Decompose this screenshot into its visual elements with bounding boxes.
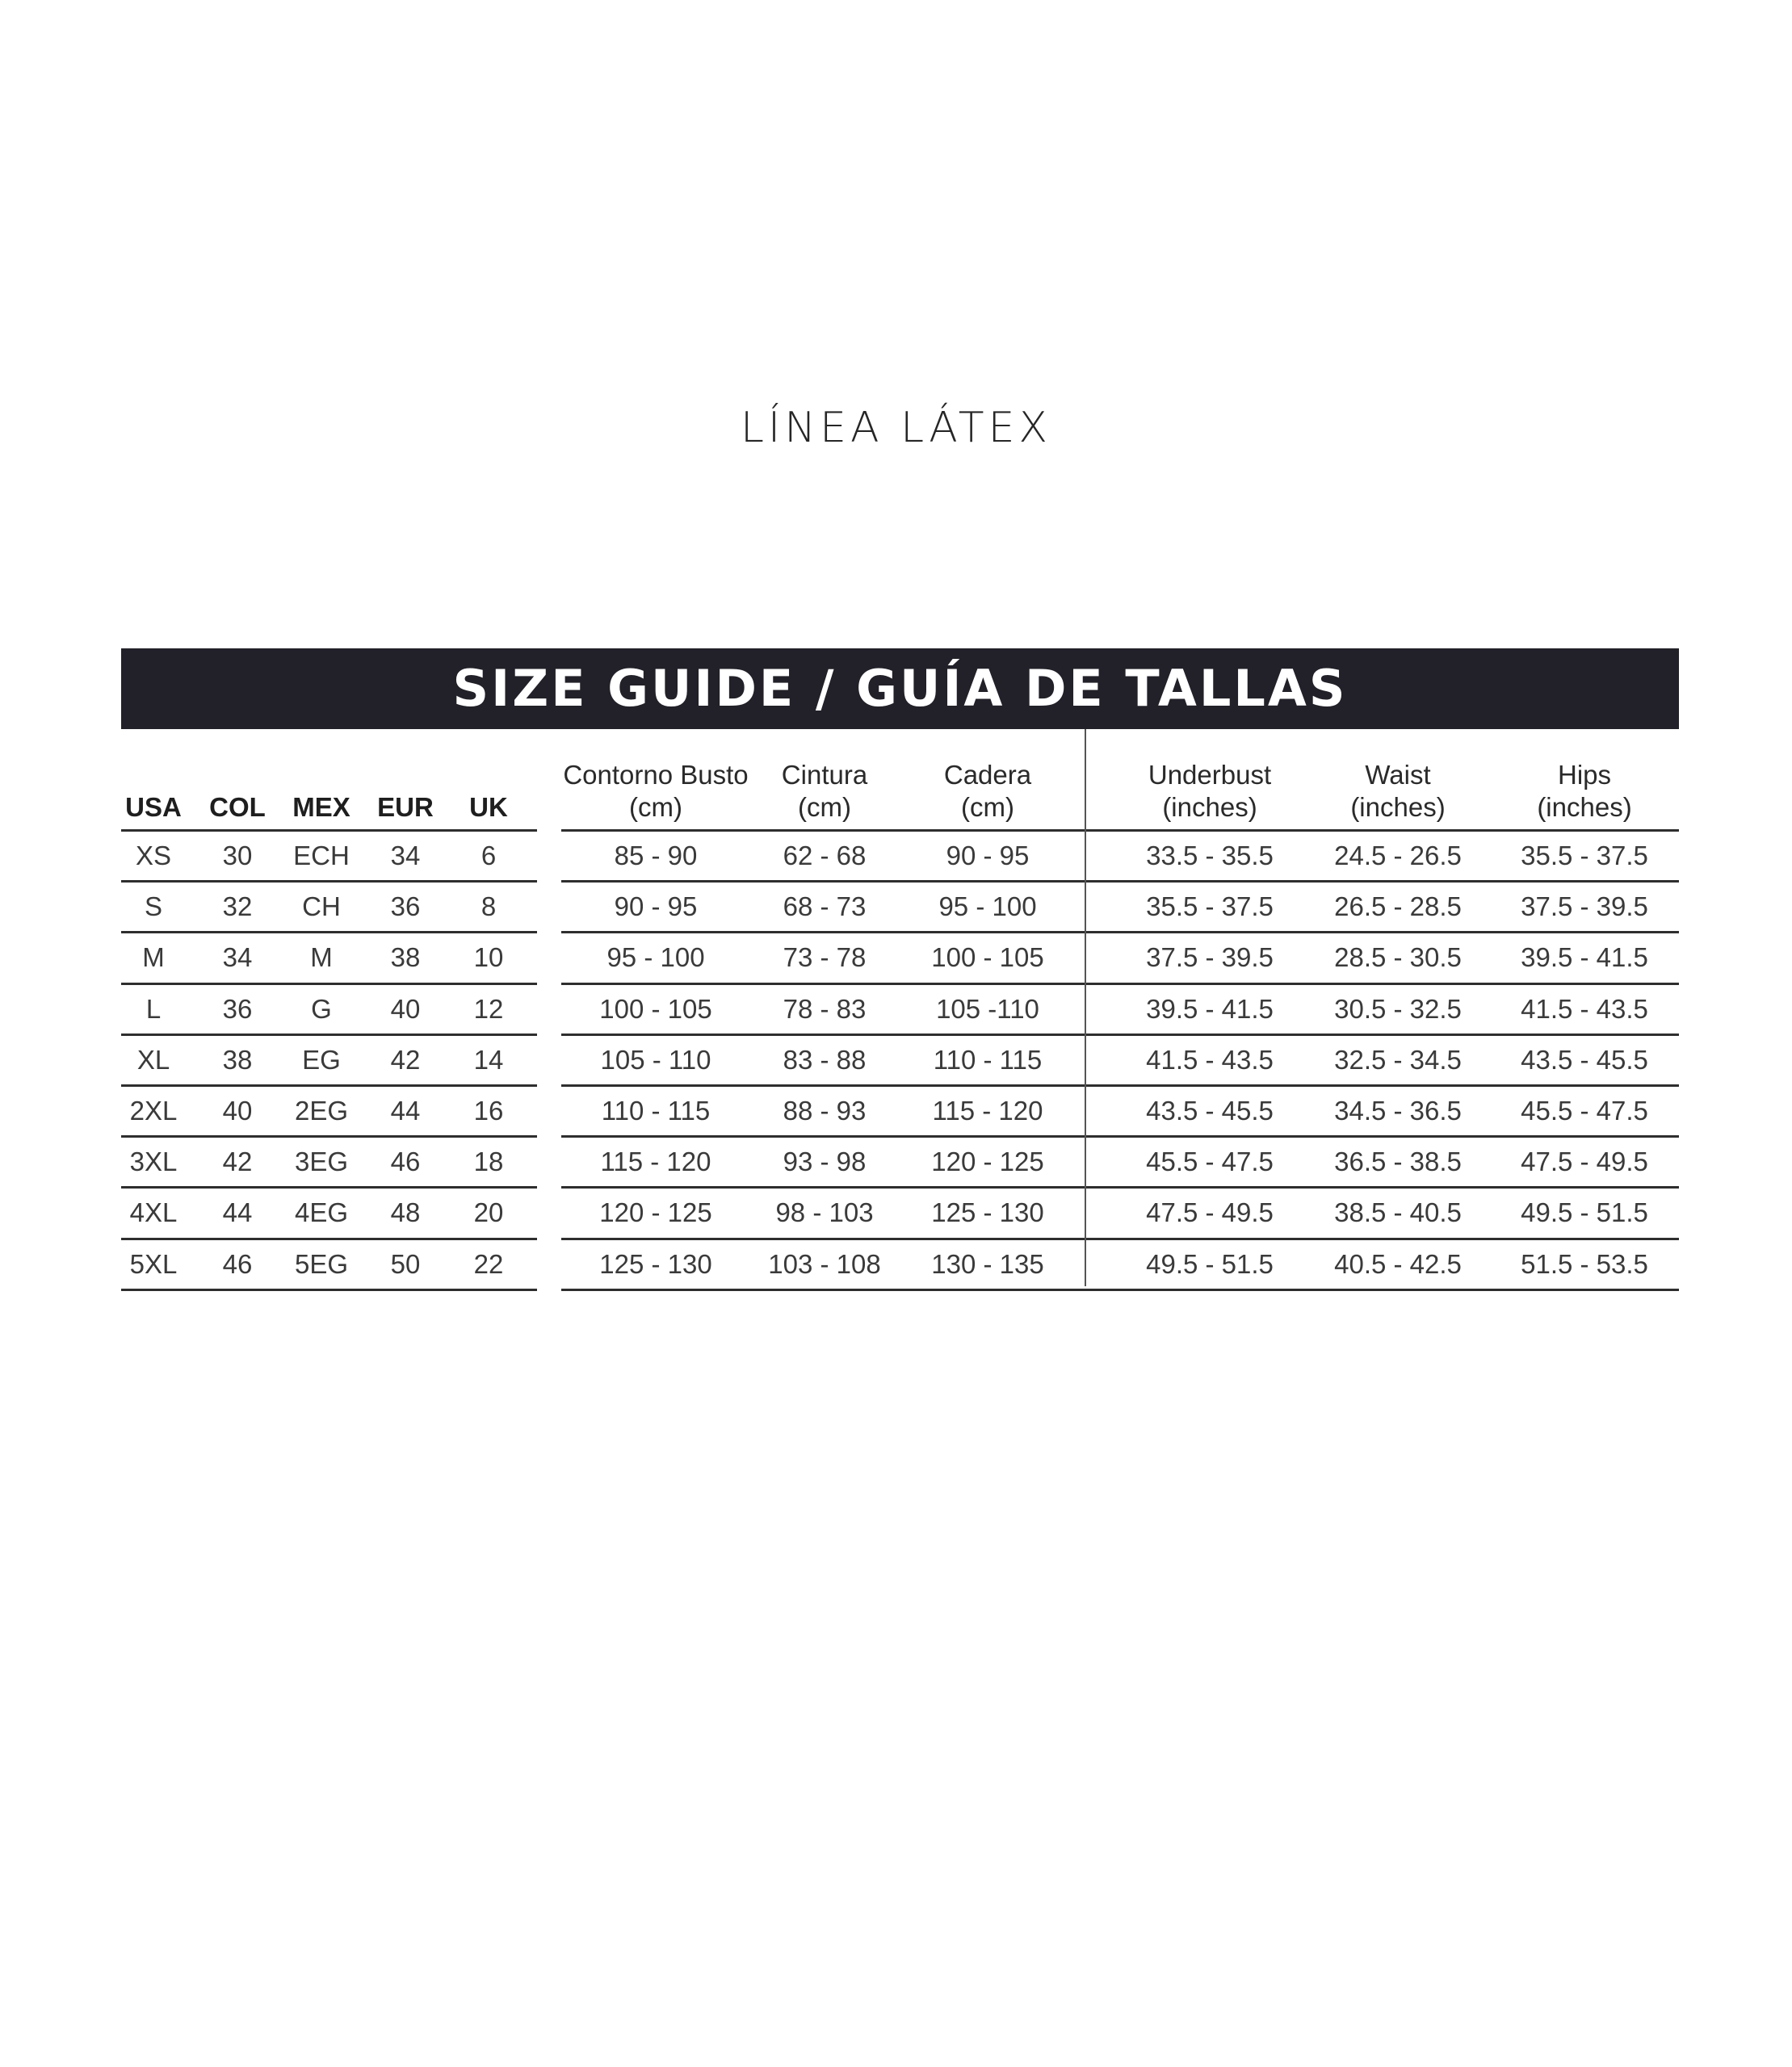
size-guide-banner [121,648,1679,729]
measure-cell: 105 - 110 [600,1044,711,1075]
measure-header-label: Waist [1365,760,1431,790]
measure-header-unit: (cm) [798,792,851,822]
column-divider [1085,729,1086,1286]
measure-cell: 90 - 95 [946,841,1030,870]
size-header-col: COL [209,792,266,822]
measure-cell: 47.5 - 49.5 [1146,1197,1274,1228]
measure-cell: 43.5 - 45.5 [1146,1096,1274,1126]
size-cell: 12 [473,993,504,1024]
size-cell: 8 [481,891,497,922]
measure-cell: 120 - 125 [599,1197,712,1228]
measure-cell: 30.5 - 32.5 [1334,993,1462,1024]
size-cell: 20 [473,1197,504,1228]
measure-cell: 110 - 115 [601,1096,711,1126]
size-cell: 16 [473,1096,504,1126]
measure-header-label: Hips [1557,760,1612,790]
line-title: LÍNEA LÁTEX [740,404,1052,452]
size-cell: 2EG [294,1096,349,1126]
size-cell: L [145,993,162,1024]
measure-cell: 45.5 - 47.5 [1146,1147,1274,1177]
size-cell: XL [136,1044,170,1075]
row-rule-left [121,1186,537,1189]
banner-title: SIZE GUIDE / GUÍA DE TALLAS [452,659,1348,718]
row-rule-left [121,931,537,933]
size-cell: 30 [222,841,253,870]
measure-cell: 115 - 120 [600,1147,711,1177]
measure-cell: 95 - 100 [938,891,1037,922]
size-cell: 46 [222,1248,253,1279]
size-cell: M [310,942,333,973]
measure-cell: 100 - 105 [599,993,712,1024]
measure-cell: 32.5 - 34.5 [1334,1044,1462,1075]
size-cell: 48 [390,1197,421,1228]
size-cell: 44 [390,1096,421,1126]
measure-cell: 47.5 - 49.5 [1521,1147,1648,1177]
size-cell: 36 [390,891,421,922]
measure-header-unit: (inches) [1350,792,1446,822]
size-cell: G [311,993,332,1024]
size-cell: 36 [222,993,253,1024]
measure-cell: 38.5 - 40.5 [1334,1197,1462,1228]
size-cell: 38 [390,942,421,973]
row-rule-right [561,1289,1679,1291]
measure-cell: 88 - 93 [783,1096,867,1126]
measure-cell: 51.5 - 53.5 [1521,1248,1648,1279]
measure-cell: 39.5 - 41.5 [1146,993,1274,1024]
measure-cell: 41.5 - 43.5 [1521,993,1648,1024]
measure-cell: 83 - 88 [783,1044,867,1075]
measure-cell: 130 - 135 [931,1248,1044,1279]
measure-cell: 73 - 78 [783,942,867,973]
size-header-usa: USA [125,792,182,822]
measure-cell: 49.5 - 51.5 [1146,1248,1274,1279]
measure-cell: 62 - 68 [783,841,867,870]
size-cell: 40 [222,1096,253,1126]
row-rule-right [561,880,1679,883]
row-rule-left [121,1238,537,1240]
measure-header-unit: (cm) [961,792,1014,822]
size-cell: 32 [222,891,253,922]
measure-cell: 37.5 - 39.5 [1521,891,1648,922]
row-rule-right [561,1135,1679,1138]
size-cell: S [144,891,162,922]
row-rule-left [121,880,537,883]
measure-cell: 33.5 - 35.5 [1146,841,1274,870]
size-cell: 44 [222,1197,253,1228]
measure-cell: 35.5 - 37.5 [1521,841,1648,870]
measure-cell: 40.5 - 42.5 [1334,1248,1462,1279]
size-cell: 40 [390,993,421,1024]
size-cell: 6 [481,841,497,870]
size-cell: 50 [390,1248,421,1279]
size-cell: XS [135,841,172,870]
measure-cell: 85 - 90 [614,841,698,870]
size-cell: 10 [473,942,504,973]
size-cell: 2XL [129,1096,178,1126]
row-rule-right [561,1084,1679,1087]
size-cell: 3EG [294,1147,349,1177]
size-cell: 42 [390,1044,421,1075]
size-cell: 18 [473,1147,504,1177]
measure-cell: 110 - 115 [933,1044,1043,1075]
measure-cell: 115 - 120 [932,1096,1043,1126]
measure-header-label: Cintura [781,760,868,790]
measure-header-unit: (inches) [1537,792,1632,822]
row-rule-right [561,1186,1679,1189]
row-rule-left [121,983,537,985]
measure-cell: 103 - 108 [768,1248,881,1279]
row-rule-right [561,1238,1679,1240]
size-cell: CH [302,891,341,922]
measure-header-unit: (cm) [629,792,682,822]
measure-cell: 41.5 - 43.5 [1146,1044,1274,1075]
measure-cell: 120 - 125 [931,1147,1044,1177]
measure-cell: 93 - 98 [783,1147,867,1177]
size-cell: 3XL [129,1147,178,1177]
size-cell: 42 [222,1147,253,1177]
measure-header-unit: (inches) [1162,792,1257,822]
measure-cell: 125 - 130 [599,1248,712,1279]
header-rule-right [561,829,1679,832]
measure-cell: 26.5 - 28.5 [1334,891,1462,922]
measure-cell: 95 - 100 [606,942,705,973]
size-header-eur: EUR [377,792,434,822]
row-rule-left [121,1135,537,1138]
measure-cell: 78 - 83 [783,993,867,1024]
measure-cell: 45.5 - 47.5 [1521,1096,1648,1126]
row-rule-right [561,931,1679,933]
size-cell: 14 [473,1044,504,1075]
row-rule-right [561,1034,1679,1036]
header-rule-left [121,829,537,832]
size-cell: 34 [222,942,253,973]
size-cell: 34 [390,841,421,870]
measure-cell: 68 - 73 [783,891,867,922]
measure-cell: 35.5 - 37.5 [1146,891,1274,922]
size-header-uk: UK [469,792,508,822]
row-rule-right [561,983,1679,985]
size-cell: 4XL [129,1197,178,1228]
measure-cell: 125 - 130 [931,1197,1044,1228]
measure-cell: 43.5 - 45.5 [1521,1044,1648,1075]
measure-cell: 36.5 - 38.5 [1334,1147,1462,1177]
measure-header-label: Cadera [943,760,1032,790]
row-rule-left [121,1084,537,1087]
size-cell: 5XL [129,1248,178,1279]
measure-cell: 34.5 - 36.5 [1334,1096,1462,1126]
size-cell: 38 [222,1044,253,1075]
measure-cell: 105 -110 [936,993,1039,1024]
size-cell: 4EG [294,1197,349,1228]
size-cell: EG [302,1044,341,1075]
measure-cell: 90 - 95 [614,891,698,922]
measure-header-label: Contorno Busto [563,760,749,790]
size-cell: ECH [293,841,350,870]
measure-cell: 37.5 - 39.5 [1146,942,1274,973]
measure-cell: 28.5 - 30.5 [1334,942,1462,973]
measure-cell: 98 - 103 [775,1197,874,1228]
measure-cell: 39.5 - 41.5 [1521,942,1648,973]
row-rule-left [121,1034,537,1036]
measure-header-label: Underbust [1148,760,1272,790]
size-cell: 22 [473,1248,504,1279]
size-header-mex: MEX [292,792,350,822]
measure-cell: 49.5 - 51.5 [1521,1197,1648,1228]
row-rule-left [121,1289,537,1291]
measure-cell: 24.5 - 26.5 [1334,841,1462,870]
size-cell: M [142,942,165,973]
size-cell: 5EG [294,1248,349,1279]
measure-cell: 100 - 105 [931,942,1044,973]
size-cell: 46 [390,1147,421,1177]
